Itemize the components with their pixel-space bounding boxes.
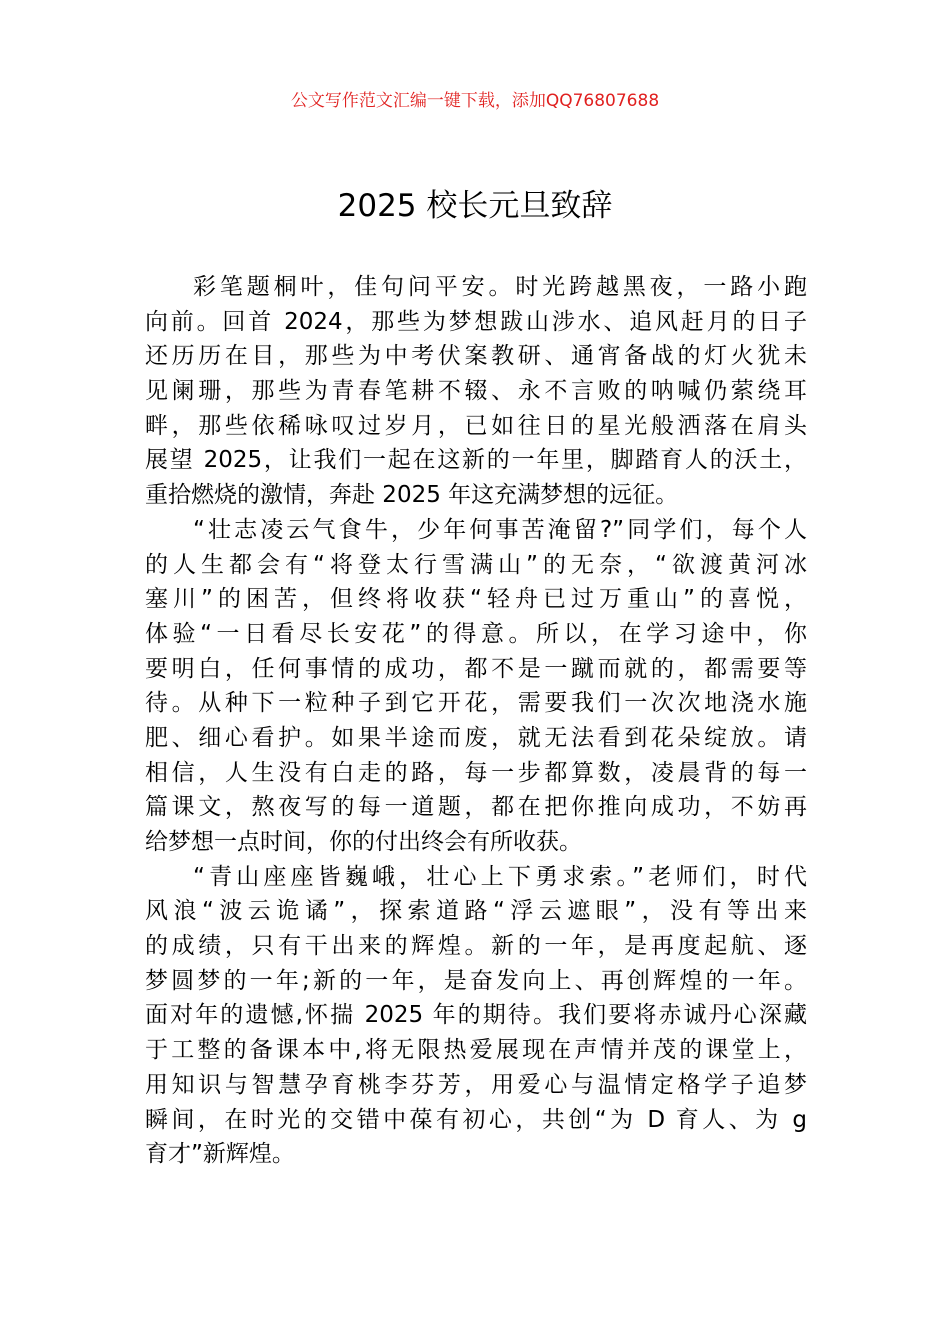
paragraph-line: 肥、细心看护。如果半途而废，就无法看到花朵绽放。请 (145, 724, 807, 751)
paragraph-line: 用知识与智慧孕育桃李芬芳，用爱心与温情定格学子追梦 (145, 1071, 807, 1098)
paragraph (145, 513, 807, 860)
paragraph-line: 展望 2025，让我们一起在这新的一年里，脚踏育人的沃土， (145, 447, 807, 474)
paragraph-line: 瞬间，在时光的交错中葆有初心，共创“为 D 育人、为 g (145, 1106, 807, 1133)
paragraph-line: 风浪“波云诡谲”，探索道路“浮云遮眼”，没有等出来 (145, 898, 807, 925)
download-banner: 公文写作范文汇编一键下载，添加QQ76807688 (290, 91, 660, 111)
paragraph-line: 面对年的遗憾,怀揣 2025 年的期待。我们要将赤诚丹心深藏 (145, 1002, 807, 1029)
paragraph-line: 相信，人生没有白走的路，每一步都算数，凌晨背的每一 (145, 759, 807, 786)
paragraph-line: “壮志凌云气食牛，少年何事苦淹留?”同学们，每个人 (193, 516, 807, 543)
paragraph-line: 体验“一日看尽长安花”的得意。所以，在学习途中，你 (145, 620, 807, 647)
paragraph-line: 待。从种下一粒种子到它开花，需要我们一次次地浇水施 (145, 690, 807, 717)
document-title: 2025 校长元旦致辞 (337, 188, 613, 224)
paragraph-line: 还历历在目，那些为中考伏案教研、通宵备战的灯火犹未 (145, 343, 807, 370)
paragraph-line: 的成绩，只有干出来的辉煌。新的一年，是再度起航、逐 (145, 933, 807, 960)
paragraph-line: 向前。回首 2024，那些为梦想跋山涉水、追风赶月的日子 (145, 308, 807, 335)
paragraph-line: 的人生都会有“将登太行雪满山”的无奈，“欲渡黄河冰 (145, 551, 807, 578)
paragraph-line: 见阑珊，那些为青春笔耕不辍、永不言败的呐喊仍萦绕耳 (145, 378, 807, 405)
paragraph-line: 塞川”的困苦，但终将收获“轻舟已过万重山”的喜悦， (145, 586, 807, 613)
paragraph-line: “青山座座皆巍峨，壮心上下勇求索。”老师们，时代 (193, 863, 807, 890)
paragraph-line: 给梦想一点时间，你的付出终会有所收获。 (145, 829, 582, 855)
paragraph (145, 860, 807, 1172)
paragraph-line: 篇课文，熬夜写的每一道题，都在把你推向成功，不妨再 (145, 794, 807, 821)
paragraph-line: 梦圆梦的一年;新的一年，是奋发向上、再创辉煌的一年。 (145, 967, 807, 994)
paragraph-line: 育才”新辉煌。 (145, 1141, 295, 1168)
paragraph-line: 重拾燃烧的激情，奔赴 2025 年这充满梦想的远征。 (145, 482, 679, 509)
paragraph-line: 畔，那些依稀咏叹过岁月，已如往日的星光般洒落在肩头 (145, 412, 807, 439)
paragraph-line: 要明白，任何事情的成功，都不是一蹴而就的，都需要等 (145, 655, 807, 682)
paragraph-line: 于工整的备课本中,将无限热爱展现在声情并茂的课堂上， (145, 1037, 807, 1064)
paragraph (145, 270, 807, 513)
paragraph-line: 彩笔题桐叶，佳句问平安。时光跨越黑夜，一路小跑 (193, 274, 807, 300)
document-body (145, 270, 807, 1172)
